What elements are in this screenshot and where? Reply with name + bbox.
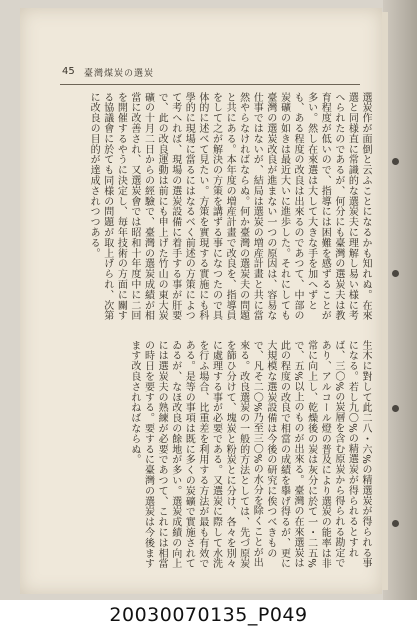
binding-hole [392, 158, 399, 165]
header-rule [60, 84, 360, 85]
binding-hole [392, 270, 399, 277]
page-number: 45 [62, 66, 75, 77]
running-title: 臺灣煤炭の選炭 [84, 69, 155, 79]
binding-hole [392, 405, 399, 412]
binding-hole [392, 520, 399, 527]
book-binding [383, 0, 417, 600]
page-edge [382, 12, 388, 590]
body-text-upper: 選炭作が面倒と云ふことになるかも知れぬ。在來選と同様直に常識的な選炭夫に理解し易い様に考へられたのであるが、何分にも臺灣の選炭夫は教育程度が低いので、指導には困難を感ずることが多い。然し在來選は大して大きな手を加へずとも、ある程度の改良は出來るのであつて、中部の炭礦の如きは最近大いに進歩した。それにしても臺灣の選炭改良が進まない一つの原因は、容易な仕事ではないが、結局は選炭の増産計畫と共に當然やらなければならぬ。何か臺灣の選炭夫の問題と共にある。本年度の増産計畫で改良を、指導員をして之が解決の方策を講ずる事になつたので具体的に述べて見たい。方策を實現する實施にも科學的に現場に當るにはなるべく前述の方策によつて考へれば、現場の選炭設備に着手する事が肝要で、此の改良運動は前にも申上げた竹山の東大炭礦の十月二日からの經驗で、臺灣の選炭成績が相當に改善され、又選炭會では昭和十年度中に二回を開催するやうに決定し、毎年技術の方面に關する協議會に於ても同様の問題が取上げられ、次第に改良の目的が達成されつつある。 [88, 92, 371, 321]
image-caption: 20030070135_P049 [109, 604, 308, 626]
body-text-lower: 生木に對して此二八・六%の精選炭が得られる事になる。若し九〇%の精選炭が得られるとすれば、三〇%の炭層を含む原炭から得られる勘定であり、アルコール燈の普及により選炭の能率は非常に向上し、乾燥後の炭は灰分に於て一・二五%で、五%以上のものが出來る。臺灣の在來選炭は此の程度の改良で相當の成績を擧げ得るが、更に大規模な選炭設備は今後の研究に俟つべきもので、凡そ二〇%乃至三〇%の水分を除くことが出來る。改良選炭の一般的方法としては、先づ原炭を篩ひ分けて、塊炭と粉炭とに分け、各々を別々に處理する事が必要である。又選炭に際して水洗を行ふ場合、比重差を利用する方法が最も有效である。是等の事項は既に多くの炭礦で實施されてゐるが、なほ改良の餘地が多い。選炭成績の向上には選炭夫の熟練が必要であつて、これには相當の時日を要する。要するに臺灣の選炭は今後ますます改良されねばならぬ。 [128, 340, 371, 569]
page-header [40, 66, 350, 80]
